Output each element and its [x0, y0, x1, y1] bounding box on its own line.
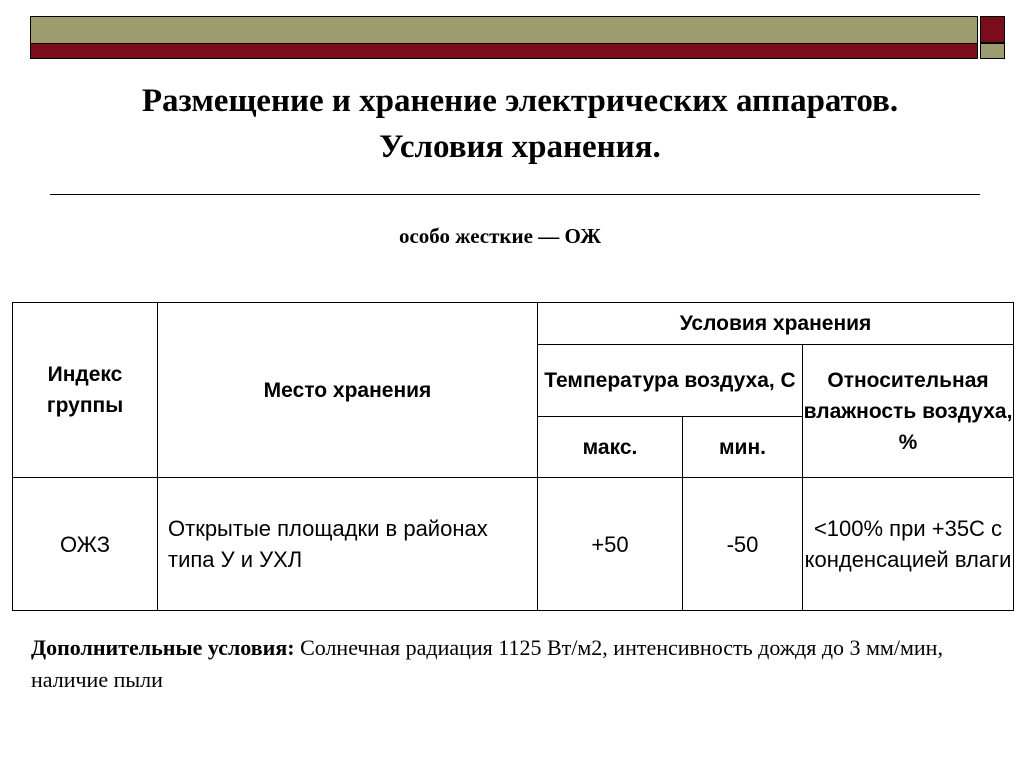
- table-row: [13, 478, 1014, 611]
- cell-temp-min: -50: [683, 478, 803, 611]
- additional-conditions-text: Солнечная радиация 1125 Вт/м2, интенсивность дождя до 3 мм/мин, наличие пыли: [31, 635, 943, 692]
- cell-temp-max: +50: [538, 478, 683, 611]
- cell-humidity: <100% при +35С с конденсацией влаги: [803, 478, 1014, 611]
- header-bar-maroon: [30, 43, 978, 59]
- header-storage-conditions: Условия хранения: [538, 303, 1014, 345]
- slide-title: [40, 78, 1000, 170]
- title-divider: [50, 194, 980, 195]
- header-temp-min: мин.: [683, 417, 803, 478]
- additional-conditions: [31, 632, 1001, 696]
- header-bar-olive: [30, 16, 978, 43]
- cell-group-index: ОЖЗ: [13, 478, 158, 611]
- header-relative-humidity: Относительная влажность воздуха, %: [803, 345, 1014, 478]
- title-line-2: Условия хранения.: [379, 129, 661, 165]
- category-subtitle: особо жесткие — ОЖ: [398, 224, 602, 248]
- header-temp-max: макс.: [538, 417, 683, 478]
- storage-conditions-table: [12, 302, 1014, 611]
- corner-square-maroon: [980, 16, 1005, 43]
- cell-storage-place: Открытые площадки в районах типа У и УХЛ: [158, 478, 538, 611]
- title-line-1: Размещение и хранение электрических аппаратов.: [141, 83, 899, 119]
- header-storage-place: Место хранения: [158, 303, 538, 478]
- header-air-temperature: Температура воздуха, С: [538, 345, 803, 417]
- corner-square-olive: [980, 43, 1005, 59]
- additional-conditions-label: Дополнительные условия:: [31, 635, 295, 660]
- header-group-index: Индекс группы: [13, 303, 158, 478]
